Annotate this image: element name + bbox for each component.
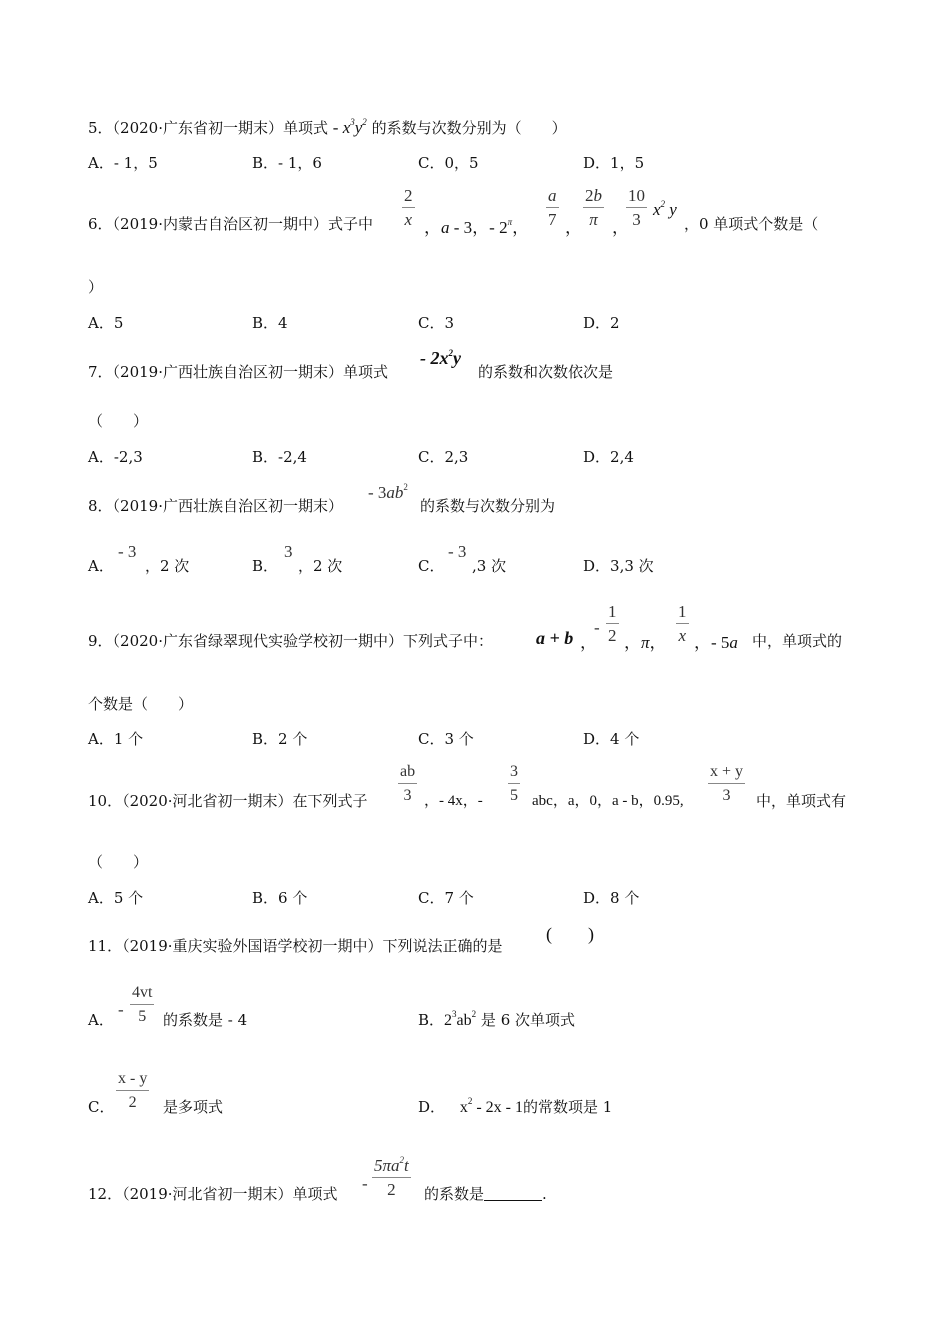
q8-option-b[interactable]: B． xyxy=(252,557,279,575)
question-7 xyxy=(88,362,388,382)
q5-option-c[interactable]: C．0，5 xyxy=(418,154,479,172)
q7-stem: 7．（2019·广西壮族自治区初一期末）单项式 xyxy=(88,363,388,381)
q11-option-c-fraction: $\frac{x - y}{2}$ xyxy=(118,1070,148,1111)
q11-option-c-text: 是多项式 xyxy=(163,1098,224,1116)
q12-stem-end: 的系数是 . xyxy=(424,1185,547,1203)
q10-option-b[interactable]: B．6 个 xyxy=(252,889,308,907)
q8-stem: 8．（2019·广西壮族自治区初一期末） xyxy=(88,497,343,515)
q12-fraction: $\frac{5\pi a^2t}{2}$ xyxy=(374,1155,409,1199)
question-5 xyxy=(88,118,567,138)
q8-option-c-rest: ,3 次 xyxy=(472,557,507,575)
q9-option-a[interactable]: A．1 个 xyxy=(88,730,144,748)
q5-option-d[interactable]: D．1，5 xyxy=(583,154,645,172)
q5-stem: 5．（2020·广东省初一期末）单项式 xyxy=(88,119,328,137)
question-6 xyxy=(88,214,373,234)
q9-term-a-plus-b: a + b xyxy=(536,628,574,648)
q8-option-a-rest: ，2 次 xyxy=(145,557,190,575)
q8-option-d[interactable]: D．3,3 次 xyxy=(583,557,654,575)
question-10 xyxy=(88,791,368,811)
q6-close-paren: ） xyxy=(88,278,104,296)
q10-term-x-plus-y-over-3: $\frac{x + y}{3}$ xyxy=(710,763,744,804)
q10-stem-end: 中，单项式有 xyxy=(756,792,847,810)
q11-option-b[interactable]: B．$2^3ab^2$ 是 6 次单项式 xyxy=(418,1009,576,1029)
q11-stem: 11．（2019·重庆实验外国语学校初一期中）下列说法正确的是 xyxy=(88,937,503,955)
q8-option-c-value: - 3 xyxy=(448,542,467,561)
q7-option-a[interactable]: A．-2,3 xyxy=(88,448,143,466)
q7-option-b[interactable]: B．-2,4 xyxy=(252,448,307,466)
q10-stem: 10．（2020·河北省初一期末）在下列式子 xyxy=(88,792,368,810)
q11-option-d-expr: $x^2 - 2x - 1$ xyxy=(459,1096,523,1116)
question-9 xyxy=(88,631,493,651)
q8-expression: - $3ab^2$ xyxy=(368,482,408,502)
q10-terms-rest: abc，a，0，a - b，0.95, xyxy=(532,793,684,809)
q11-option-a[interactable]: A． xyxy=(88,1011,114,1029)
q11-option-c[interactable]: C． xyxy=(88,1098,115,1116)
q9-option-d[interactable]: D．4 个 xyxy=(583,730,640,748)
q6-term-x2y: $x^2$ y xyxy=(653,199,677,219)
q9-option-c[interactable]: C．3 个 xyxy=(418,730,474,748)
q10-option-a[interactable]: A．5 个 xyxy=(88,889,144,907)
q11-option-a-text: 的系数是 - 4 xyxy=(163,1011,248,1029)
q10-term-ab-over-3: $\frac{ab}{3}$ xyxy=(400,763,416,804)
question-8 xyxy=(88,496,343,516)
q5-expression: - $x^3y^2$ xyxy=(332,117,367,137)
q5-stem-end: 的系数与次数分别为（ ） xyxy=(371,119,567,137)
q12-answer-blank[interactable] xyxy=(484,1186,542,1201)
q10-option-c[interactable]: C．7 个 xyxy=(418,889,474,907)
q6-term-a-over-7: $\frac{a}{7}$ xyxy=(548,186,557,229)
q10-term-3-over-5: $\frac{3}{5}$ xyxy=(510,763,518,804)
q6-option-b[interactable]: B．4 xyxy=(252,314,288,332)
q7-option-c[interactable]: C．2,3 xyxy=(418,448,469,466)
q6-stem: 6．（2019·内蒙古自治区初一期中）式子中 xyxy=(88,215,373,233)
q7-paren: （ ） xyxy=(88,412,149,430)
q8-stem-end: 的系数与次数分别为 xyxy=(420,497,556,515)
q7-stem-end: 的系数和次数依次是 xyxy=(478,363,614,381)
q9-stem: 9．（2020·广东省绿翠现代实验学校初一期中）下列式子中： xyxy=(88,632,493,650)
q9-term-1-over-x: $\frac{1}{x}$ xyxy=(678,602,687,645)
q8-option-a-value: - 3 xyxy=(118,542,137,561)
q6-option-a[interactable]: A．5 xyxy=(88,314,124,332)
q6-term-2b-over-pi: $\frac{2b}{\pi}$ xyxy=(585,186,602,229)
question-11 xyxy=(88,936,503,956)
q11-option-d[interactable]: D． $x^2 - 2x - 1$的常数项是 1 xyxy=(418,1096,613,1116)
q11-option-b-expr: $2^3ab^2$ xyxy=(444,1009,477,1029)
q6-term-10-over-3: $\frac{10}{3}$ xyxy=(628,186,645,229)
q10-option-d[interactable]: D．8 个 xyxy=(583,889,640,907)
q12-stem: 12．（2019·河北省初一期末）单项式 xyxy=(88,1185,338,1203)
q5-option-a[interactable]: A．- 1，5 xyxy=(88,154,158,172)
q8-option-a[interactable]: A． xyxy=(88,557,114,575)
q8-option-b-value: 3 xyxy=(284,542,293,561)
q5-option-b[interactable]: B．- 1，6 xyxy=(252,154,322,172)
q8-option-c[interactable]: C． xyxy=(418,557,445,575)
question-12 xyxy=(88,1184,338,1204)
q7-expression: - $2x^2y$ xyxy=(420,348,461,368)
q6-option-d[interactable]: D．2 xyxy=(583,314,620,332)
q9-option-b[interactable]: B．2 个 xyxy=(252,730,308,748)
q11-option-a-fraction: $\frac{4vt}{5}$ xyxy=(132,984,153,1025)
q9-stem-end: 中，单项式的 xyxy=(752,632,843,650)
q6-option-c[interactable]: C．3 xyxy=(418,314,455,332)
q6-term-2-over-x: $\frac{2}{x}$ xyxy=(404,186,413,229)
q10-paren: （ ） xyxy=(88,853,149,871)
q6-stem-end: ，0 单项式个数是（ xyxy=(684,215,819,233)
q7-option-d[interactable]: D．2,4 xyxy=(583,448,634,466)
q9-term-half: $\frac{1}{2}$ xyxy=(608,602,617,645)
q9-line2: 个数是（ ） xyxy=(88,695,194,713)
q8-option-b-rest: ，2 次 xyxy=(298,557,343,575)
q11-paren: ( ) xyxy=(546,924,594,944)
